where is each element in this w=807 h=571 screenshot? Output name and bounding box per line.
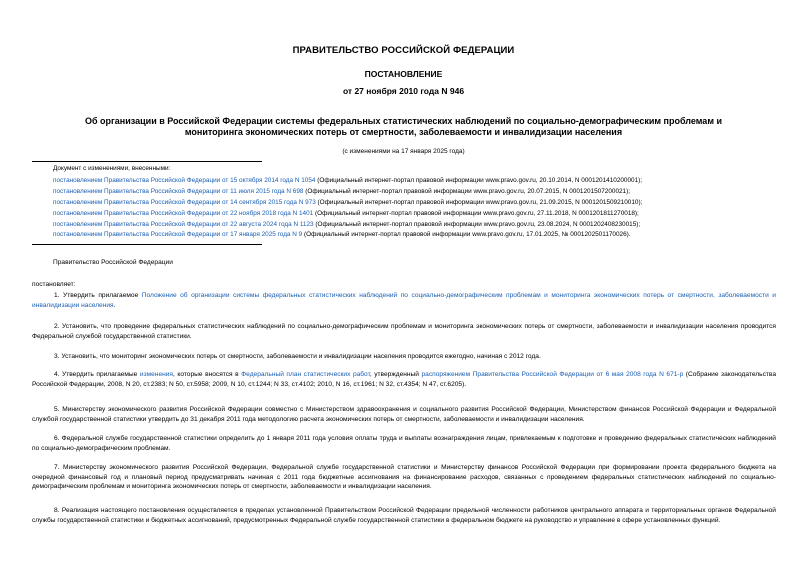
document-date-number: от 27 ноября 2010 года N 946 (342, 86, 465, 96)
change-item: постановлением Правительства Российской Федерации от 11 июля 2015 года N 698 (Официальный интернет-портал правовой информации www.pravo.gov.ru, 20.07.2015, N 0001201507200021); (53, 188, 631, 195)
change-item: постановлением Правительства Российской Федерации от 15 октября 2014 года N 1054 (Официальный интернет-портал правовой информации www.pravo.gov.ru, 20.10.2014, N 0001201410200001); (53, 177, 643, 184)
resolves-line: постановляет: (32, 281, 76, 288)
change-link[interactable]: постановлением Правительства Российской Федерации от 22 августа 2024 года N 1123 (53, 221, 314, 228)
government-title: ПРАВИТЕЛЬСТВО РОССИЙСКОЙ ФЕДЕРАЦИИ (292, 45, 515, 56)
change-link[interactable]: постановлением Правительства Российской Федерации от 22 ноября 2018 года N 1401 (53, 210, 314, 217)
order-link[interactable]: распоряжением Правительства Российской Федерации от 6 мая 2008 года N 671-р (421, 371, 684, 378)
federal-plan-link[interactable]: Федеральный план статистических работ (241, 371, 370, 378)
government-line: Правительство Российской Федерации (53, 259, 173, 266)
paragraph-2: 2. Установить, что проведение федеральных статистических наблюдений по социально-демографическим проблемам и мониторинга экономических потерь от смертности, заболеваемости и инвалидизации населения проводится Федеральной службой государственной статистики. (32, 323, 776, 340)
paragraph-1: 1. Утвердить прилагаемое Положение об организации системы федеральных статистических наблюдений по социально-демографическим проблемам и мониторинга экономических потерь от смертности, заболеваемости и инвалидизации населения. (32, 292, 776, 309)
paragraph-6: 6. Федеральной службе государственной статистики определить до 1 января 2011 года условия оплаты труда и выплаты вознаграждения лицам, привлекаемым к подготовке и проведению федеральных статистических наблюдений по социально-демографическим проблемам. (32, 435, 776, 452)
changes-top-rule (32, 161, 262, 162)
paragraph-7: 7. Министерству экономического развития Российской Федерации, Федеральной службе государственной статистики и Министерству финансов Российской Федерации при формировании проекта федерального бюджета на очередной финансовый год и плановый период предусматривать начиная с 2011 года бюджетные ассигнования на финансирование расходов, связанных с проведением федеральных статистических наблюдений по социально-демографическим проблемам и мониторинга экономических потерь от смертности, заболеваемости и инвалидизации населения. (32, 464, 776, 491)
edition-note: (с изменениями на 17 января 2025 года) (342, 148, 465, 155)
change-link[interactable]: постановлением Правительства Российской Федерации от 15 октября 2014 года N 1054 (53, 177, 316, 184)
change-link[interactable]: постановлением Правительства Российской Федерации от 11 июля 2015 года N 698 (53, 188, 304, 195)
changes-intro: Документ с изменениями, внесенными: (53, 165, 171, 172)
change-item: постановлением Правительства Российской Федерации от 14 сентября 2015 года N 973 (Официальный интернет-портал правовой информации www.pravo.gov.ru, 21.09.2015, N 0001201509210010); (53, 199, 643, 206)
document-title: Об организации в Российской Федерации системы федеральных статистических наблюдений по социально-демографическим проблемам и мониторинга экономических потерь от смертности, заболеваемости и инвалидизации населения (85, 116, 723, 137)
change-item: постановлением Правительства Российской Федерации от 17 января 2025 года N 9 (Официальный интернет-портал правовой информации www.pravo.gov.ru, 17.01.2025, № 0001202501170026). (53, 231, 631, 238)
change-item: постановлением Правительства Российской Федерации от 22 ноября 2018 года N 1401 (Официальный интернет-портал правовой информации www.pravo.gov.ru, 27.11.2018, N 0001201811270018); (53, 210, 639, 217)
changes-link[interactable]: изменения (139, 371, 174, 378)
paragraph-5: 5. Министерству экономического развития Российской Федерации совместно с Министерством здравоохранения и социального развития Российской Федерации, Министерством финансов Российской Федерации и Федеральной службой государственной статистики утвердить до 31 декабря 2011 года методологию расчета экономических потерь от смертности, заболеваемости и инвалидизации населения. (32, 406, 776, 423)
change-item: постановлением Правительства Российской Федерации от 22 августа 2024 года N 1123 (Официальный интернет-портал правовой информации www.pravo.gov.ru, 23.08.2024, N 0001202408230015); (53, 221, 641, 228)
paragraph-8: 8. Реализация настоящего постановления осуществляется в пределах установленной Правительством Российской Федерации предельной численности работников центрального аппарата и территориальных органов Федеральной службы государственной статистики и бюджетных ассигнований, предусмотренных Федеральной службе государственной статистики в федеральном бюджете на руководство и управление в сфере установленных функций. (32, 507, 776, 524)
changes-bottom-rule (32, 244, 262, 245)
change-link[interactable]: постановлением Правительства Российской Федерации от 17 января 2025 года N 9 (53, 231, 303, 238)
document-type: ПОСТАНОВЛЕНИЕ (364, 69, 443, 79)
change-link[interactable]: постановлением Правительства Российской Федерации от 14 сентября 2015 года N 973 (53, 199, 316, 206)
regulation-link[interactable]: Положение об организации системы федеральных статистических наблюдений по социально-демографическим проблемам и мониторинга экономических потерь от смертности, заболеваемости и инвалидизации населения (32, 292, 776, 309)
paragraph-4: 4. Утвердить прилагаемые изменения, которые вносятся в Федеральный план статистических работ, утвержденный распоряжением Правительства Российской Федерации от 6 мая 2008 года N 671-р (Собрание законодательства Российской Федерации, 2008, N 20, ст.2383; N 50, ст.5958; 2009, N 10, ст.1244; N 33, ст.4102; 2010, N 16, ст.1961; N 32, ст.4354; N 47, ст.6205). (32, 371, 776, 388)
paragraph-3: 3. Установить, что мониторинг экономических потерь от смертности, заболеваемости и инвалидизации населения проводится ежегодно, начиная с 2012 года. (54, 353, 541, 360)
